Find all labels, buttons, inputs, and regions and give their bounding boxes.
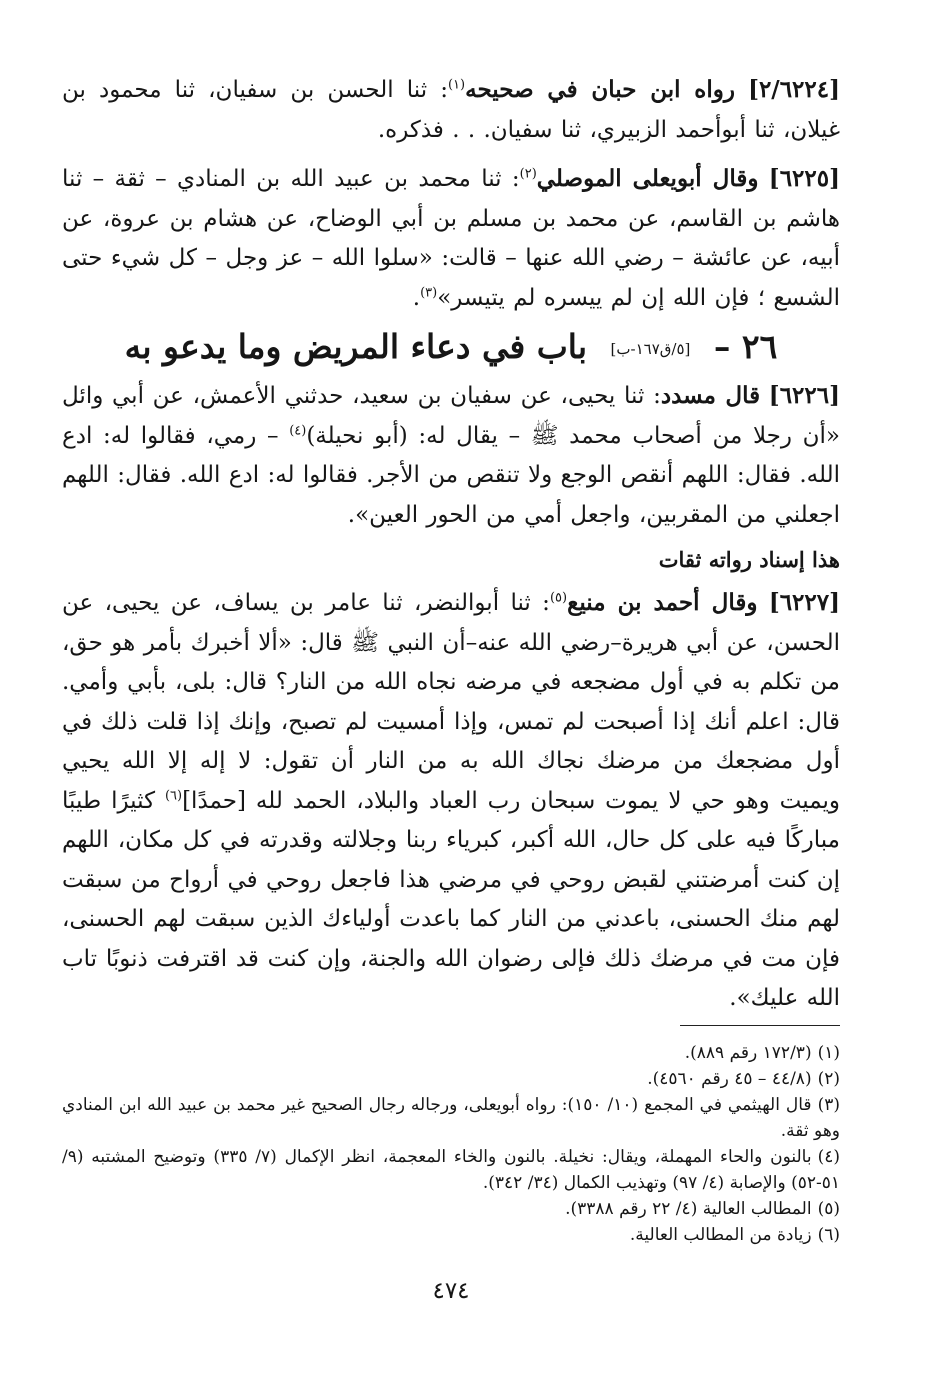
hadith-source: وقال أبويعلى الموصلي [536,165,759,192]
footnote-number: (٢) [817,1068,840,1089]
hadith-text-cont: – رمي، فقالوا له: ادع الله. فقال: اللهم أنقص الوجع ولا تنقص من الأجر. فقالوا له: ادع الله. فقال: اللهم اجعلني من المقربين، واجعل أمي من الحور العين». [62,422,840,528]
footnote-number: (٣) [817,1094,840,1115]
footnote-1 [62,1040,840,1066]
hadith-number: [٦٢٢٦] [768,382,840,409]
manuscript-marker: [٥/ق١٦٧-ب] [610,340,691,358]
hadith-source: وقال أحمد بن منيع [567,589,758,616]
footnote-number: (٦) [817,1224,840,1245]
footnote-ref: (٣) [420,284,438,300]
chapter-number: ٢٦ – [713,327,778,366]
hadith-number: [٦٢٢٧] [768,589,841,616]
footnote-5 [62,1196,840,1222]
footnote-separator [680,1025,840,1026]
footnote-ref: (٤) [289,422,307,438]
chapter-heading [62,322,840,374]
footnote-number: (١) [817,1042,840,1063]
hadith-text: : ثنا محمد بن عبيد الله بن المنادي – ثقة – ثنا هاشم بن القاسم، عن محمد بن مسلم بن أبي الوضاح، عن هشام بن عروة، عن أبيه، عن عائشة – رضي الله عنها – قالت: «سلوا الله – عز وجل – كل شيء حتى الشسع ؛ فإن الله إن لم ييسره لم يتيسر» [62,166,840,311]
footnote-text: المطالب العالية (٤/ ٢٢ رقم ٣٣٨٨). [565,1198,812,1219]
hadith-text-end: . [412,284,421,311]
book-page [62,70,840,1304]
hadith-number: [٦٢٢٥] [768,165,840,192]
footnote-text: بالنون والحاء المهملة، ويقال: نخيلة. بالنون والخاء المعجمة، انظر الإكمال (٧/ ٣٣٥) وتوضيح المشتبه (٩/ ٥١-٥٢) والإصابة (٤/ ٩٧) وتهذيب الكمال (٣٤/ ٣٤٢). [62,1146,840,1193]
footnote-ref: (٥) [549,590,568,606]
footnote-3 [62,1092,840,1144]
footnote-6 [62,1222,840,1248]
footnote-4 [62,1144,840,1196]
footnote-text: (٤٤/٨ – ٤٥ رقم ٤٥٦٠). [647,1068,812,1089]
hadith-number: [٢/٦٢٢٤] [748,76,841,103]
footnotes [62,1040,840,1248]
hadith-text: : ثنا يحيى، عن سفيان بن سعيد، حدثني الأعمش، عن أبي وائل «أن رجلا من أصحاب محمد ﷺ – يقال له: (أبو نحيلة) [62,383,841,449]
hadith-text-cont: كثيرًا طيبًا مباركًا فيه على كل حال، الله أكبر، كبرياء ربنا وجلالته وقدرته في كل مكان، اللهم إن كنت أمرضتني لقبض روحي في مرضي هذا فاجعل روحي في أرواح من سبقت لهم منك الحسنى، باعدني من النار كما باعدت أولياءك الذين سبقت لهم الحسنى، فإن مت في مرضك ذلك فإلى رضوان الله والجنة، وإن كنت قد اقترفت ذنوبًا تاب الله عليك». [62,787,840,1011]
footnote-number: (٥) [817,1198,840,1219]
chapter-title: باب في دعاء المريض وما يدعو به [124,327,588,366]
hadith-6227 [62,583,840,1019]
hadith-6226 [62,376,840,535]
footnote-ref: (٦) [164,787,183,803]
hadith-source: رواه ابن حبان في صحيحه [465,76,735,103]
isnad-verdict: هذا إسناد رواته ثقات [658,547,840,572]
footnote-number: (٤) [817,1146,840,1167]
footnote-text: (١٧٢/٣ رقم ٨٨٩). [684,1042,812,1063]
hadith-6225 [62,159,840,318]
footnote-ref: (٢) [519,166,537,182]
footnote-text: زيادة من المطالب العالية. [629,1224,812,1245]
page-number: ٤٧٤ [432,1277,470,1304]
hadith-text: : ثنا أبوالنضر، ثنا عامر بن يساف، عن يحيى، عن الحسن، عن أبي هريرة–رضي الله عنه–أن النبي ﷺ قال: «ألا أخبرك بأمر هو حق، من تكلم به في أول مضجعه في مرضه نجاه الله من النار؟ قال: بلى، بأبي وأمي. قال: اعلم أنك إذا أصبحت لم تمس، وإذا أمسيت لم تصبح، وإنك إذا قلت ذلك في أول مضجعك من مرضك نجاك الله به من النار أن تقول: لا إله إلا الله يحيي ويميت وهو حي لا يموت سبحان رب العباد والبلاد، الحمد لله [حمدًا] [62,590,840,814]
hadith-source: قال مسدد [660,382,761,409]
footnote-text: قال الهيثمي في المجمع (١٠/ ١٥٠): رواه أبويعلى، ورجاله رجال الصحيح غير محمد بن عبيد الله ابن المنادي وهو ثقة. [62,1094,840,1141]
footnote-ref: (١) [447,77,466,93]
footnote-2 [62,1066,840,1092]
hadith-text: : ثنا الحسن بن سفيان، ثنا محمود بن غيلان، ثنا أبوأحمد الزبيري، ثنا سفيان. . . فذكره. [62,77,840,143]
hadith-6224 [62,70,840,150]
